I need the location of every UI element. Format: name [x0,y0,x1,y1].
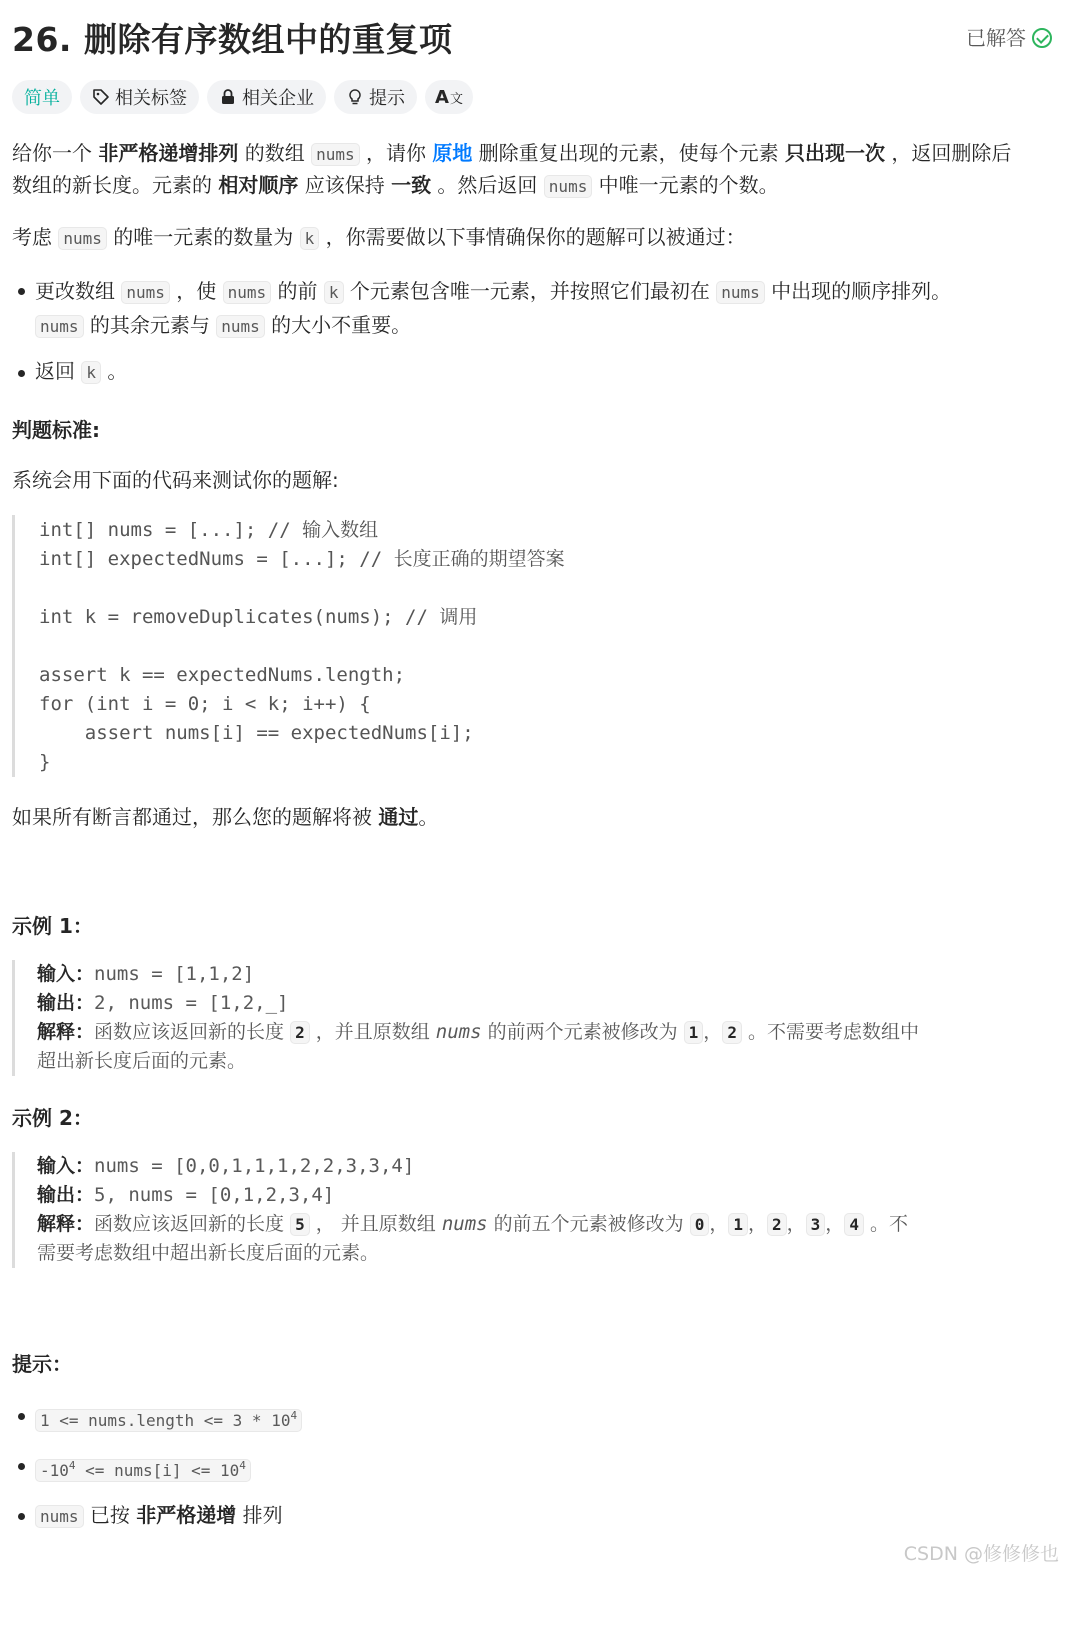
problem-title: 26. 删除有序数组中的重复项 [12,20,453,59]
inline-code: nums [58,227,107,250]
translate-button[interactable] [425,80,473,114]
hint-button[interactable] [334,80,417,114]
code-line: int[] nums = [...]; // 输入数组 [39,519,379,541]
judge-heading: 判题标准: [12,418,100,442]
constraint-2: $-10^4$ <= nums[i] <= $10^4$ [35,1450,251,1486]
bullet-dot [18,1413,25,1420]
solved-status-label: 已解答 [966,26,1026,50]
related-companies-label: 相关企业 [242,88,314,109]
constraint-1: 1 <= nums.length <= $3 * 10^4$ [35,1400,302,1436]
example-2-heading: 示例 2： [12,1106,93,1130]
solved-status [966,22,1052,51]
code-line: assert nums[i] == expectedNums[i]; [39,722,474,744]
example-1-body: 输入：nums = [1,1,2] 输出：2, nums = [1,2,_] 解释：函数应该返回新的长度 2 ，并且原数组 nums 的前两个元素被修改为 1 ， 2 。不需要考虑数组中 超出新长度后面的元素。 [37,963,919,1072]
constraint-3: nums 已按 非严格递增 排列 [35,1500,283,1532]
difficulty-label: 简单 [24,88,60,109]
check-circle-icon [1032,28,1052,48]
example-1-heading: 示例 1： [12,914,93,938]
lightbulb-icon [346,88,364,106]
bullet-dot [18,288,25,295]
difficulty-badge[interactable] [12,80,72,114]
inline-code: nums [544,175,593,198]
code-line: } [39,751,51,773]
judge-description: 系统会用下面的代码来测试你的题解: [12,468,339,492]
translate-icon: A [435,86,449,108]
tag-icon [92,88,110,106]
description-paragraph-2: 考虑 nums 的唯一元素的数量为 k ，你需要做以下事情确保你的题解可以被通过： [12,225,746,249]
bullet-dot [18,1513,25,1520]
pass-condition: 如果所有断言都通过，那么您的题解将被 通过。 [12,805,439,829]
bullet-dot [18,370,25,377]
code-line [39,632,565,661]
constraints-heading: 提示： [12,1352,72,1376]
example-2-body: 输入：nums = [0,0,1,1,1,2,2,3,3,4] 输出：5, nums = [0,1,2,3,4] 解释：函数应该返回新的长度 5 ， 并且原数组 nums 的前五个元素被修改为 0 ， 1 ， 2 ， 3 ， 4 。不 需要考虑数组中超出新长度后面的元素。 [37,1155,908,1264]
requirement-item-2: 返回 k 。 [35,359,128,383]
code-line [39,574,565,603]
code-line: for (int i = 0; i < k; i++) { [39,693,371,715]
hint-label: 提示 [369,88,405,109]
in-place-link[interactable]: 原地 [432,141,473,165]
code-line: assert k == expectedNums.length; [39,664,406,686]
translate-icon-mark: 文 [449,91,463,107]
bullet-dot [18,1463,25,1470]
code-line: int[] expectedNums = [...]; // 长度正确的期望答案 [39,548,565,570]
description-paragraph-1: 给你一个 非严格递增排列 的数组 nums ，请你 原地 删除重复出现的元素，使每个元素 只出现一次 ，返回删除后 数组的新长度。元素的 相对顺序 应该保持 一致 。然后返回 nums 中唯一元素的个数。 [12,141,1012,197]
inline-code: nums [311,143,360,166]
code-line: int k = removeDuplicates(nums); // 调用 [39,606,478,628]
inline-code: k [300,227,320,250]
example-2-border [12,1152,15,1268]
related-companies-button[interactable] [207,80,326,114]
related-tags-button[interactable] [80,80,199,114]
lock-icon [219,88,237,106]
problem-header [12,14,1058,58]
tag-bar [12,80,481,114]
related-tags-label: 相关标签 [115,88,187,109]
code-block-border [12,515,15,777]
judge-code-block [39,516,565,777]
csdn-watermark: CSDN @修修修也 [903,1543,1059,1565]
example-1-border [12,960,15,1076]
requirement-item-1: 更改数组 nums ，使 nums 的前 k 个元素包含唯一元素，并按照它们最初在 nums 中出现的顺序排列。 nums 的其余元素与 nums 的大小不重要。 [35,279,952,337]
